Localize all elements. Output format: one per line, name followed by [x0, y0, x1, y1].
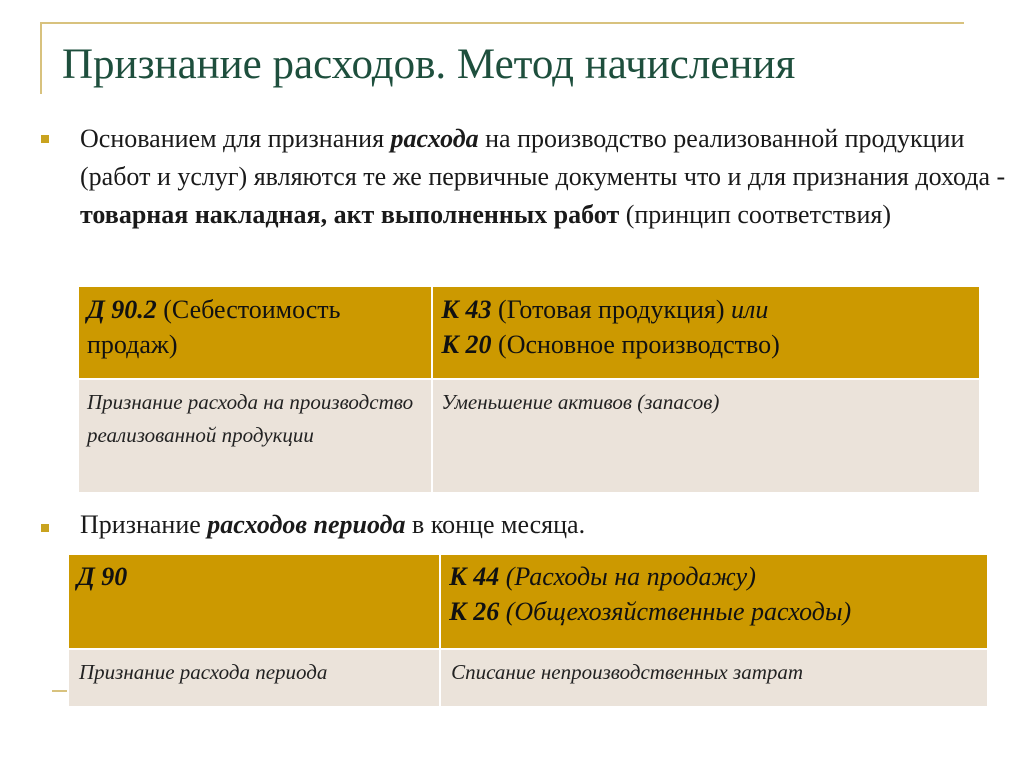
entry-table-2-debit-cell: [68, 554, 440, 649]
entry-table-2-body-right: Списание непроизводственных затрат: [440, 649, 988, 707]
bullet-2-part-1: Признание: [80, 510, 208, 539]
debit-account-name: (Себестоимость продаж): [87, 295, 341, 359]
bullet-square-icon: [41, 524, 49, 532]
bullet-square-icon: [41, 135, 49, 143]
credit-or-text: или: [731, 295, 769, 324]
debit-code-2: Д 90: [77, 562, 128, 591]
bullet-1-part-1: Основанием для признания: [80, 124, 391, 153]
entry-table-1-body-right: Уменьшение активов (запасов): [432, 379, 980, 493]
bullet-1-bold-expense: расхода: [390, 124, 479, 153]
credit-account-name-44: (Расходы на продажу): [499, 562, 756, 591]
bullet-2-part-2: в конце месяца.: [405, 510, 586, 539]
entry-table-1-credit-cell: [432, 286, 980, 379]
entry-table-1-body-left: Признание расхода на производство реализованной продукции: [78, 379, 432, 493]
credit-account-name-26: (Общехозяйственные расходы): [499, 597, 852, 626]
frame-left-line: [40, 22, 42, 94]
entry-table-1-body-row: [78, 379, 980, 493]
bullet-1-text: [80, 120, 1010, 234]
entry-table-2-body-row: [68, 649, 988, 707]
credit-code-2: К 20: [441, 330, 492, 359]
credit-code-44: К 44: [449, 562, 500, 591]
debit-code: Д 90.2: [87, 295, 157, 324]
credit-account-name-2: (Основное производство): [491, 330, 780, 359]
bullet-2-bold-period-expenses: расходов периода: [207, 510, 406, 539]
credit-code-1: К 43: [441, 295, 492, 324]
entry-table-2: [67, 553, 989, 708]
bullet-1-part-2: на производство реализованной продукции (работ и услуг) являются те же первичные документы что и для признания дохода -: [80, 124, 1006, 191]
credit-code-26: К 26: [449, 597, 500, 626]
bullet-1-part-3: (принцип соответствия): [619, 200, 891, 229]
entry-table-2-header-row: [68, 554, 988, 649]
entry-table-1: [77, 285, 981, 494]
slide-title: Признание расходов. Метод начисления: [62, 41, 796, 88]
entry-table-2-body-left: Признание расхода периода: [68, 649, 440, 707]
entry-table-1-header-row: [78, 286, 980, 379]
bullet-2-text: [80, 506, 980, 544]
entry-table-1-debit-cell: [78, 286, 432, 379]
bullet-1-bold-documents: товарная накладная, акт выполненных работ: [80, 200, 620, 229]
frame-top-line: [40, 22, 964, 24]
credit-account-name-1: (Готовая продукция): [491, 295, 732, 324]
entry-table-2-credit-cell: [440, 554, 988, 649]
